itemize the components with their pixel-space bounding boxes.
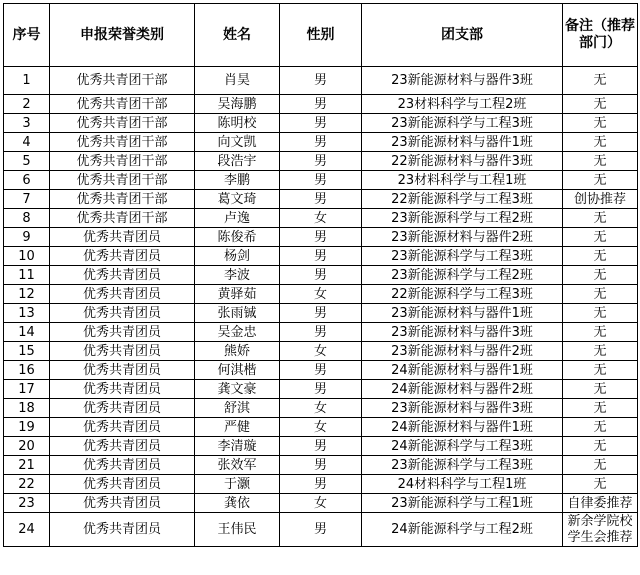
cell-category[interactable]: 优秀共青团员	[50, 266, 195, 285]
cell-index[interactable]: 12	[4, 285, 50, 304]
header-category[interactable]: 申报荣誉类别	[50, 4, 195, 67]
cell-gender[interactable]: 男	[280, 323, 362, 342]
header-name[interactable]: 姓名	[195, 4, 280, 67]
table-row	[4, 266, 638, 285]
cell-note[interactable]: 无	[563, 152, 638, 171]
cell-branch[interactable]: 23新能源科学与工程1班	[362, 494, 563, 513]
cell-branch[interactable]: 23新能源材料与器件2班	[362, 228, 563, 247]
cell-branch[interactable]: 23材料科学与工程2班	[362, 95, 563, 114]
cell-index[interactable]: 21	[4, 456, 50, 475]
table-row	[4, 323, 638, 342]
cell-note[interactable]: 无	[563, 285, 638, 304]
cell-branch[interactable]: 23新能源科学与工程2班	[362, 209, 563, 228]
table-row	[4, 190, 638, 209]
cell-note[interactable]: 无	[563, 95, 638, 114]
cell-name[interactable]: 陈明校	[195, 114, 280, 133]
cell-index[interactable]: 7	[4, 190, 50, 209]
cell-name[interactable]: 龚文豪	[195, 380, 280, 399]
cell-index[interactable]: 15	[4, 342, 50, 361]
cell-index[interactable]: 6	[4, 171, 50, 190]
cell-gender[interactable]: 女	[280, 209, 362, 228]
cell-note[interactable]: 无	[563, 418, 638, 437]
cell-note[interactable]: 无	[563, 133, 638, 152]
cell-note[interactable]: 无	[563, 399, 638, 418]
table-row	[4, 437, 638, 456]
cell-category[interactable]: 优秀共青团员	[50, 437, 195, 456]
cell-note[interactable]: 创协推荐	[563, 190, 638, 209]
cell-gender[interactable]: 男	[280, 513, 362, 547]
cell-index[interactable]: 23	[4, 494, 50, 513]
table-row	[4, 95, 638, 114]
cell-name[interactable]: 卢逸	[195, 209, 280, 228]
cell-name[interactable]: 吴金忠	[195, 323, 280, 342]
cell-gender[interactable]: 女	[280, 418, 362, 437]
cell-gender[interactable]: 男	[280, 361, 362, 380]
cell-branch[interactable]: 23新能源科学与工程3班	[362, 247, 563, 266]
cell-note[interactable]: 无	[563, 380, 638, 399]
cell-index[interactable]: 5	[4, 152, 50, 171]
cell-name[interactable]: 李清璇	[195, 437, 280, 456]
cell-name[interactable]: 张效军	[195, 456, 280, 475]
cell-gender[interactable]: 女	[280, 342, 362, 361]
cell-gender[interactable]: 男	[280, 171, 362, 190]
cell-gender[interactable]: 男	[280, 228, 362, 247]
cell-note[interactable]: 无	[563, 437, 638, 456]
cell-gender[interactable]: 男	[280, 304, 362, 323]
header-note[interactable]: 备注（推荐部门）	[563, 4, 638, 67]
cell-note[interactable]: 无	[563, 171, 638, 190]
cell-name[interactable]: 李波	[195, 266, 280, 285]
cell-category[interactable]: 优秀共青团员	[50, 285, 195, 304]
cell-note[interactable]: 无	[563, 209, 638, 228]
cell-note[interactable]: 无	[563, 361, 638, 380]
cell-note[interactable]: 无	[563, 342, 638, 361]
cell-name[interactable]: 肖昊	[195, 67, 280, 95]
cell-index[interactable]: 4	[4, 133, 50, 152]
cell-note[interactable]: 无	[563, 67, 638, 95]
cell-gender[interactable]: 男	[280, 190, 362, 209]
cell-gender[interactable]: 男	[280, 133, 362, 152]
cell-branch[interactable]: 22新能源科学与工程3班	[362, 190, 563, 209]
table-row	[4, 475, 638, 494]
table-row	[4, 67, 638, 95]
cell-category[interactable]: 优秀共青团员	[50, 456, 195, 475]
cell-note[interactable]: 无	[563, 304, 638, 323]
cell-name[interactable]: 葛文琦	[195, 190, 280, 209]
table-row	[4, 418, 638, 437]
table-row	[4, 171, 638, 190]
cell-branch[interactable]: 24新能源材料与器件1班	[362, 361, 563, 380]
table-row	[4, 361, 638, 380]
cell-category[interactable]: 优秀共青团员	[50, 323, 195, 342]
cell-branch[interactable]: 23新能源材料与器件1班	[362, 133, 563, 152]
table-row	[4, 342, 638, 361]
cell-index[interactable]: 22	[4, 475, 50, 494]
cell-branch[interactable]: 23新能源材料与器件2班	[362, 342, 563, 361]
cell-index[interactable]: 17	[4, 380, 50, 399]
cell-index[interactable]: 14	[4, 323, 50, 342]
cell-index[interactable]: 10	[4, 247, 50, 266]
cell-branch[interactable]: 23新能源科学与工程2班	[362, 266, 563, 285]
cell-branch[interactable]: 23新能源材料与器件3班	[362, 399, 563, 418]
cell-branch[interactable]: 23新能源材料与器件3班	[362, 67, 563, 95]
cell-gender[interactable]: 男	[280, 437, 362, 456]
cell-index[interactable]: 3	[4, 114, 50, 133]
table-row	[4, 399, 638, 418]
cell-category[interactable]: 优秀共青团员	[50, 494, 195, 513]
table-row	[4, 152, 638, 171]
cell-index[interactable]: 20	[4, 437, 50, 456]
cell-category[interactable]: 优秀共青团干部	[50, 209, 195, 228]
header-branch[interactable]: 团支部	[362, 4, 563, 67]
cell-note[interactable]: 无	[563, 266, 638, 285]
cell-branch[interactable]: 24新能源科学与工程2班	[362, 513, 563, 547]
cell-note[interactable]: 无	[563, 456, 638, 475]
cell-branch[interactable]: 24新能源材料与器件1班	[362, 418, 563, 437]
cell-name[interactable]: 熊娇	[195, 342, 280, 361]
cell-branch[interactable]: 23材料科学与工程1班	[362, 171, 563, 190]
table-row	[4, 380, 638, 399]
cell-gender[interactable]: 男	[280, 266, 362, 285]
cell-note[interactable]: 无	[563, 323, 638, 342]
cell-gender[interactable]: 男	[280, 380, 362, 399]
cell-name[interactable]: 段浩宇	[195, 152, 280, 171]
table-row	[4, 456, 638, 475]
cell-index[interactable]: 11	[4, 266, 50, 285]
header-gender[interactable]: 性别	[280, 4, 362, 67]
cell-gender[interactable]: 男	[280, 67, 362, 95]
cell-name[interactable]: 王伟民	[195, 513, 280, 547]
cell-index[interactable]: 9	[4, 228, 50, 247]
cell-name[interactable]: 陈俊希	[195, 228, 280, 247]
cell-gender[interactable]: 男	[280, 152, 362, 171]
cell-category[interactable]: 优秀共青团员	[50, 475, 195, 494]
cell-gender[interactable]: 男	[280, 456, 362, 475]
cell-category[interactable]: 优秀共青团员	[50, 380, 195, 399]
cell-gender[interactable]: 男	[280, 95, 362, 114]
cell-branch[interactable]: 23新能源材料与器件1班	[362, 304, 563, 323]
cell-index[interactable]: 13	[4, 304, 50, 323]
cell-category[interactable]: 优秀共青团员	[50, 361, 195, 380]
cell-category[interactable]: 优秀共青团员	[50, 418, 195, 437]
cell-branch[interactable]: 23新能源科学与工程3班	[362, 114, 563, 133]
table-row	[4, 285, 638, 304]
honor-nomination-table	[3, 3, 638, 547]
cell-category[interactable]: 优秀共青团干部	[50, 67, 195, 95]
cell-gender[interactable]: 男	[280, 247, 362, 266]
cell-category[interactable]: 优秀共青团干部	[50, 133, 195, 152]
cell-name[interactable]: 龚依	[195, 494, 280, 513]
cell-note[interactable]: 无	[563, 475, 638, 494]
cell-branch[interactable]: 22新能源材料与器件3班	[362, 152, 563, 171]
cell-category[interactable]: 优秀共青团员	[50, 247, 195, 266]
cell-index[interactable]: 8	[4, 209, 50, 228]
table-row	[4, 114, 638, 133]
cell-branch[interactable]: 24新能源科学与工程3班	[362, 437, 563, 456]
cell-index[interactable]: 19	[4, 418, 50, 437]
cell-branch[interactable]: 23新能源科学与工程3班	[362, 456, 563, 475]
cell-index[interactable]: 1	[4, 67, 50, 95]
cell-branch[interactable]: 24新能源材料与器件2班	[362, 380, 563, 399]
cell-name[interactable]: 黄驿茹	[195, 285, 280, 304]
header-row	[4, 4, 638, 67]
cell-gender[interactable]: 女	[280, 399, 362, 418]
cell-category[interactable]: 优秀共青团干部	[50, 114, 195, 133]
cell-gender[interactable]: 女	[280, 285, 362, 304]
cell-name[interactable]: 李鹏	[195, 171, 280, 190]
cell-branch[interactable]: 23新能源材料与器件3班	[362, 323, 563, 342]
cell-name[interactable]: 何淇楷	[195, 361, 280, 380]
cell-category[interactable]: 优秀共青团干部	[50, 152, 195, 171]
cell-category[interactable]: 优秀共青团干部	[50, 190, 195, 209]
cell-note[interactable]: 无	[563, 247, 638, 266]
cell-name[interactable]: 舒淇	[195, 399, 280, 418]
table-row	[4, 209, 638, 228]
table-row	[4, 513, 638, 547]
cell-note[interactable]: 无	[563, 228, 638, 247]
cell-gender[interactable]: 女	[280, 494, 362, 513]
cell-category[interactable]: 优秀共青团员	[50, 304, 195, 323]
cell-branch[interactable]: 24材料科学与工程1班	[362, 475, 563, 494]
cell-name[interactable]: 严健	[195, 418, 280, 437]
cell-index[interactable]: 16	[4, 361, 50, 380]
header-index[interactable]: 序号	[4, 4, 50, 67]
cell-index[interactable]: 2	[4, 95, 50, 114]
table-row	[4, 228, 638, 247]
cell-gender[interactable]: 男	[280, 114, 362, 133]
cell-category[interactable]: 优秀共青团干部	[50, 95, 195, 114]
cell-name[interactable]: 于灏	[195, 475, 280, 494]
cell-index[interactable]: 24	[4, 513, 50, 547]
table-row	[4, 494, 638, 513]
table-row	[4, 304, 638, 323]
cell-category[interactable]: 优秀共青团员	[50, 399, 195, 418]
cell-name[interactable]: 吴海鹏	[195, 95, 280, 114]
cell-note[interactable]: 无	[563, 114, 638, 133]
table-row	[4, 247, 638, 266]
cell-name[interactable]: 张雨铖	[195, 304, 280, 323]
cell-name[interactable]: 杨剑	[195, 247, 280, 266]
cell-category[interactable]: 优秀共青团员	[50, 342, 195, 361]
cell-name[interactable]: 向文凯	[195, 133, 280, 152]
cell-category[interactable]: 优秀共青团员	[50, 228, 195, 247]
cell-gender[interactable]: 男	[280, 475, 362, 494]
cell-index[interactable]: 18	[4, 399, 50, 418]
cell-category[interactable]: 优秀共青团员	[50, 513, 195, 547]
cell-note[interactable]: 自律委推荐	[563, 494, 638, 513]
cell-branch[interactable]: 22新能源科学与工程3班	[362, 285, 563, 304]
cell-note[interactable]: 新余学院校学生会推荐	[563, 513, 638, 547]
cell-category[interactable]: 优秀共青团干部	[50, 171, 195, 190]
table-row	[4, 133, 638, 152]
